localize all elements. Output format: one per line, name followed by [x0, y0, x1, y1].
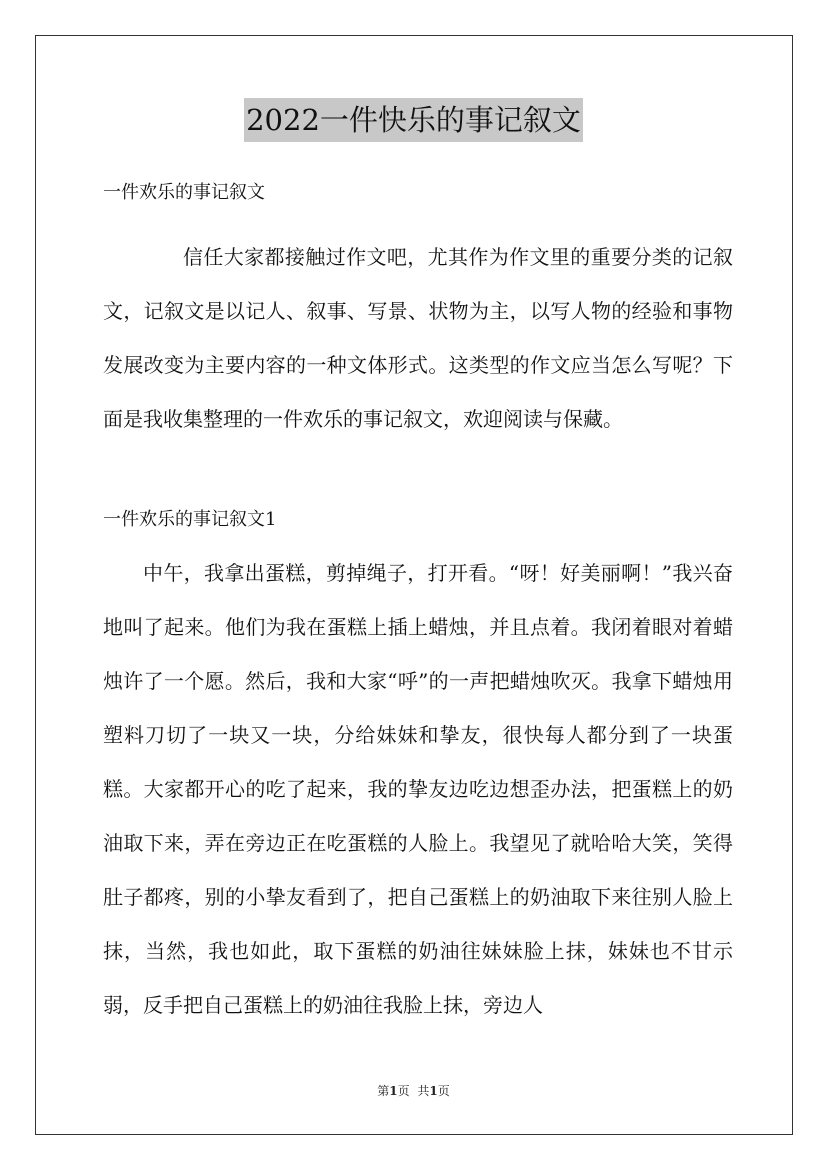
footer-page-suffix: 页 — [397, 1084, 410, 1098]
footer-page-number: 1 — [389, 1084, 398, 1098]
footer-total-prefix: 共 — [417, 1084, 430, 1098]
footer-total-number: 1 — [429, 1084, 438, 1098]
document-title-wrapper — [0, 98, 827, 142]
page-footer — [0, 1083, 827, 1099]
body-paragraph: 中午，我拿出蛋糕，剪掉绳子，打开看。“呀！好美丽啊！”我兴奋地叫了起来。他们为我在蛋糕上插上蜡烛，并且点着。我闭着眼对着蜡烛许了一个愿。然后，我和大家“呼”的一声把蜡烛吹灭。我拿下蜡烛用塑料刀切了一块又一块，分给妹妹和挚友，很快每人都分到了一块蛋糕。大家都开心的吃了起来，我的挚友边吃边想歪办法，把蛋糕上的奶油取下来，弄在旁边正在吃蛋糕的人脸上。我望见了就哈哈大笑，笑得肚子都疼，别的小挚友看到了，把自己蛋糕上的奶油取下来往别人脸上抹，当然，我也如此，取下蛋糕的奶油往妹妹脸上抹，妹妹也不甘示弱，反手把自己蛋糕上的奶油往我脸上抹，旁边人 — [103, 561, 733, 1017]
footer-total-suffix: 页 — [437, 1084, 450, 1098]
intro-paragraph: 信任大家都接触过作文吧，尤其作为作文里的重要分类的记叙文，记叙文是以记人、叙事、写景、状物为主，以写人物的经验和事物发展改变为主要内容的一种文体形式。这类型的作文应当怎么写呢？下面是我收集整理的一件欢乐的事记叙文，欢迎阅读与保藏。 — [103, 245, 733, 431]
footer-page-prefix: 第 — [377, 1084, 390, 1098]
document-subtitle: 一件欢乐的事记叙文 — [103, 182, 265, 203]
section-heading: 一件欢乐的事记叙文1 — [103, 509, 277, 530]
document-title: 2022一件快乐的事记叙文 — [244, 98, 583, 142]
